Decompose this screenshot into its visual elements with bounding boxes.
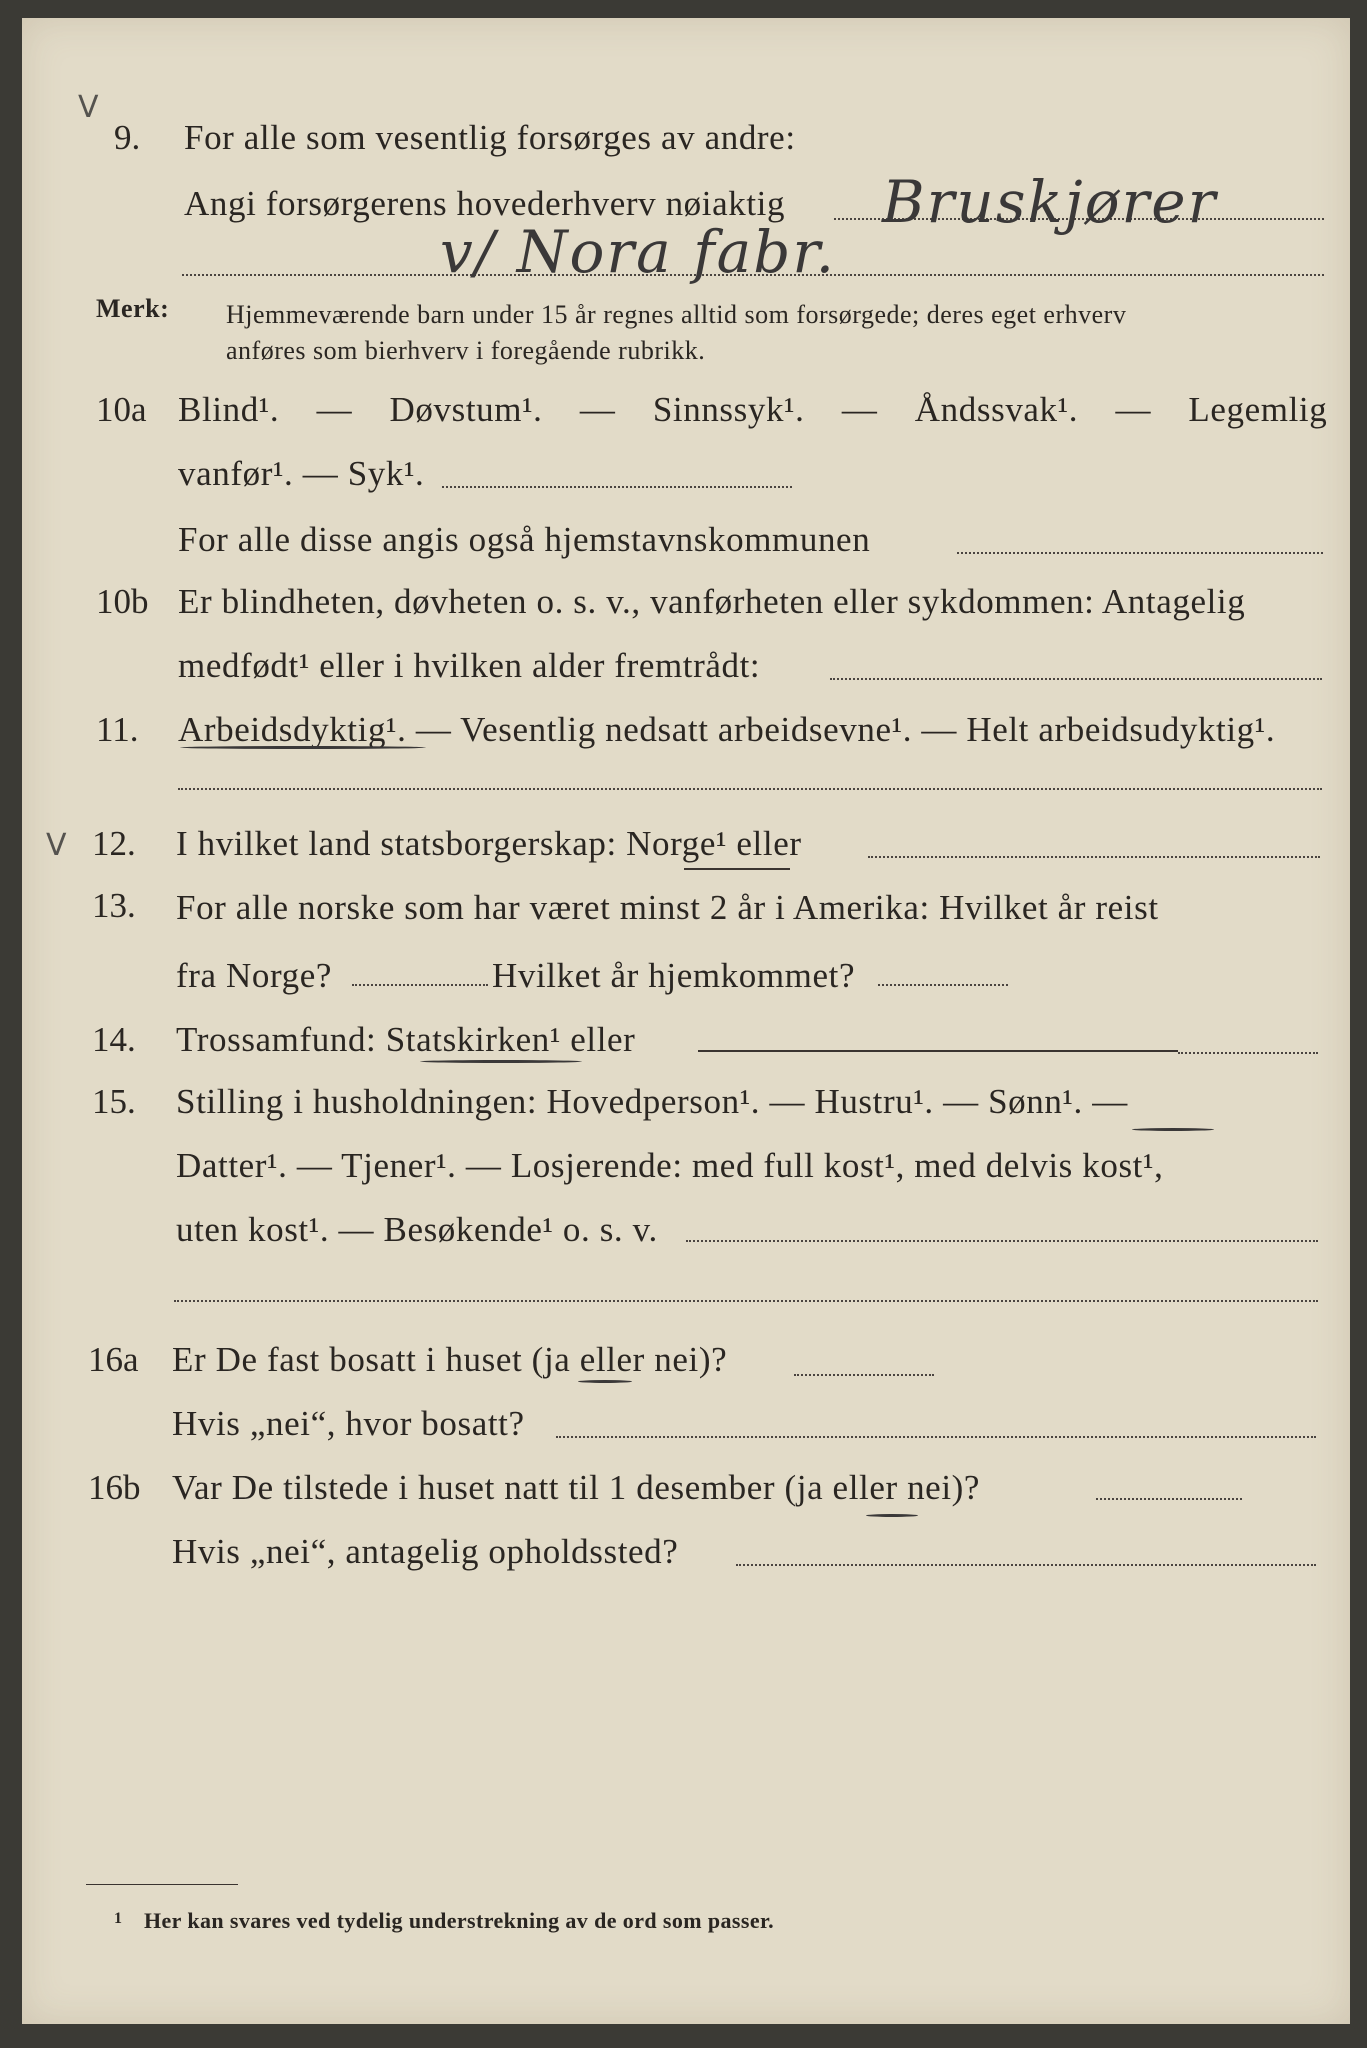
footnote-text: Her kan svares ved tydelig understrekning av de ord som passer. [144,1908,775,1933]
answer-line[interactable] [878,984,1008,986]
underline-mark [684,866,790,870]
footnote-divider [86,1884,238,1885]
footnote-mark: 1 [114,1910,123,1927]
question-text: uten kost¹. — Besøkende¹ o. s. v. [176,1210,658,1249]
question-text: Datter¹. — Tjener¹. — Losjerende: med full kost¹, med delvis kost¹, [176,1146,1164,1185]
question-text: Er De fast bosatt i huset (ja eller nei)? [172,1340,728,1379]
question-text: Var De tilstede i huset natt til 1 desember (ja eller nei)? [172,1468,981,1507]
item-number: 15. [92,1082,136,1121]
item-number: 10b [96,582,149,621]
question-text: vanfør¹. — Syk¹. [178,454,425,493]
answer-line[interactable] [1178,1052,1318,1054]
underline-mark [866,1514,918,1517]
question-text: fra Norge? [176,956,332,995]
item-number: 12. [92,824,136,863]
answer-line[interactable] [868,856,1320,858]
underline-mark [180,746,426,749]
underline-mark [578,1380,632,1383]
question-text: I hvilket land statsborgerskap: Norge¹ eller [176,824,802,863]
answer-line[interactable] [352,984,488,986]
question-text: For alle disse angis også hjemstavnskommunen [178,520,871,559]
handwritten-answer: v/ Nora fabr. [440,218,837,286]
answer-line[interactable] [686,1240,1318,1242]
note-text: anføres som bierhverv i foregående rubrikk. [226,336,706,365]
item-number: 11. [96,710,139,749]
question-text: For alle norske som har været minst 2 år i Amerika: Hvilket år reist [176,888,1159,927]
item-number: 14. [92,1020,136,1059]
answer-line[interactable] [736,1564,1316,1566]
question-text: Angi forsørgerens hovederhverv nøiaktig [184,184,786,223]
answer-line[interactable] [698,1050,1178,1052]
underline-mark [420,1060,582,1063]
item-number: 16a [88,1340,139,1379]
answer-line[interactable] [830,678,1322,680]
item-number: 13. [92,886,136,925]
question-text: Arbeidsdyktig¹. — Vesentlig nedsatt arbeidsevne¹. — Helt arbeidsudyktig¹. [178,710,1276,749]
check-mark: V [78,90,99,125]
item-number: 9. [114,118,141,157]
check-mark: V [46,828,67,863]
answer-line[interactable] [794,1374,934,1376]
census-form-page [22,18,1350,2024]
answer-line[interactable] [957,552,1323,554]
answer-line[interactable] [556,1436,1316,1438]
answer-line[interactable] [1096,1498,1242,1500]
underline-mark [1132,1128,1214,1131]
item-number: 16b [88,1468,141,1507]
question-text: For alle som vesentlig forsørges av andre: [184,118,796,157]
note-text: Hjemmeværende barn under 15 år regnes alltid som forsørgede; deres eget erhverv [226,300,1127,329]
question-text: Blind¹. — Døvstum¹. — Sinnssyk¹. — Åndssvak¹. — Legemlig [178,390,1328,429]
question-text: Stilling i husholdningen: Hovedperson¹. — Hustru¹. — Sønn¹. — [176,1082,1128,1121]
question-text: Er blindheten, døvheten o. s. v., vanførheten eller sykdommen: Antagelig [178,582,1246,621]
answer-line[interactable] [442,486,792,488]
question-text: medfødt¹ eller i hvilken alder fremtrådt: [178,646,761,685]
item-number: 10a [96,390,147,429]
question-text: Hvis „nei“, antagelig opholdssted? [172,1532,679,1571]
question-text: Trossamfund: Statskirken¹ eller [176,1020,636,1059]
answer-line[interactable] [178,788,1322,790]
note-label: Merk: [96,294,170,323]
question-text: Hvis „nei“, hvor bosatt? [172,1404,525,1443]
answer-line[interactable] [174,1300,1318,1302]
question-text: Hvilket år hjemkommet? [492,956,856,995]
handwritten-answer: Bruskjører [882,168,1218,236]
